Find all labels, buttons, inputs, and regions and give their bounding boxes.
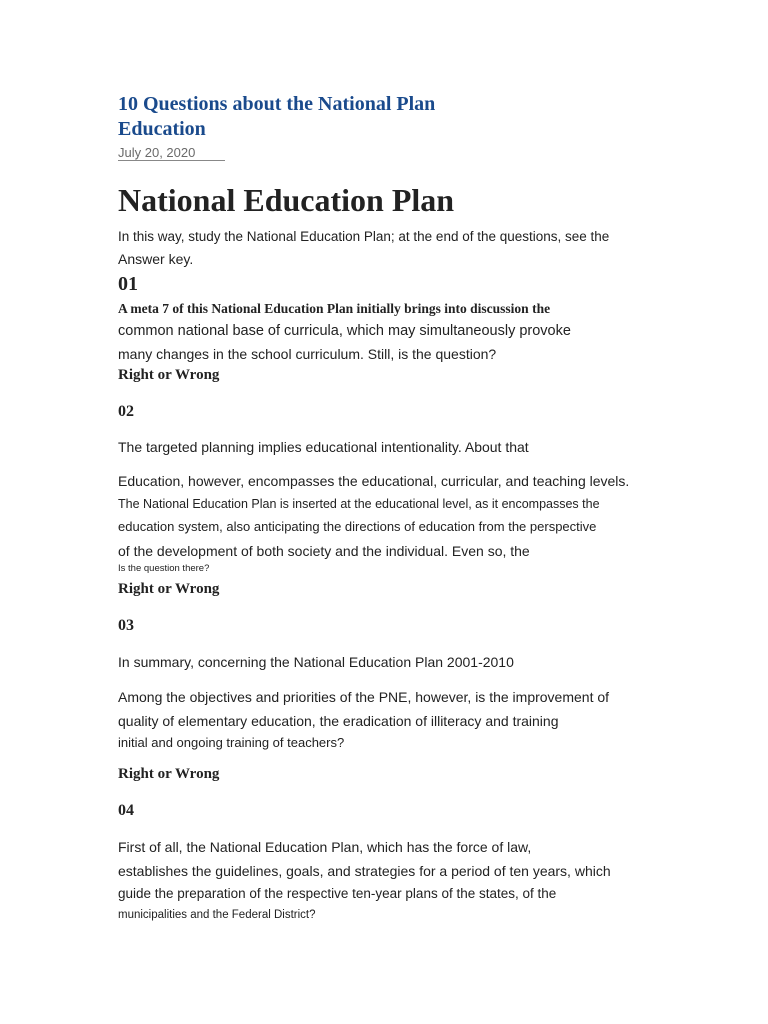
question-number: 01 <box>118 273 138 295</box>
question-03 <box>118 616 658 783</box>
publish-date[interactable]: July 20, 2020 <box>118 146 225 161</box>
question-text-line: Is the question there? <box>118 563 210 574</box>
article <box>118 92 658 923</box>
question-text-line: A meta 7 of this National Education Plan initially brings into discussion the <box>118 301 551 316</box>
question-text-line: common national base of curricula, which may simultaneously provoke <box>118 323 571 339</box>
answer-options: Right or Wrong <box>118 367 220 383</box>
question-text-line: guide the preparation of the respective ten-year plans of the states, of the <box>118 886 557 901</box>
question-number: 03 <box>118 617 134 634</box>
question-text-line: quality of elementary education, the eradication of illiteracy and training <box>118 713 559 729</box>
question-text-line: Among the objectives and priorities of the PNE, however, is the improvement of <box>118 689 610 705</box>
question-text-line: Education, however, encompasses the educational, curricular, and teaching levels. <box>118 473 630 489</box>
question-text-line: education system, also anticipating the directions of education from the perspective <box>118 519 597 534</box>
question-text-line: establishes the guidelines, goals, and strategies for a period of ten years, which <box>118 863 611 879</box>
question-text-line: In summary, concerning the National Education Plan 2001-2010 <box>118 654 514 670</box>
question-text-line: The National Education Plan is inserted at the educational level, as it encompasses the <box>118 497 600 511</box>
intro-line-2: Answer key. <box>118 251 194 267</box>
question-04 <box>118 801 658 923</box>
question-text-line: The targeted planning implies educational intentionality. About that <box>118 439 529 455</box>
question-number: 04 <box>118 802 134 819</box>
answer-options: Right or Wrong <box>118 766 220 782</box>
answer-options: Right or Wrong <box>118 581 220 597</box>
page-heading: National Education Plan <box>118 182 455 218</box>
article-title-link[interactable]: 10 Questions about the National Plan Education <box>118 93 436 140</box>
question-text-line: of the development of both society and the individual. Even so, the <box>118 543 530 559</box>
question-text-line: municipalities and the Federal District? <box>118 909 316 921</box>
intro-line-1: In this way, study the National Education Plan; at the end of the questions, see the <box>118 229 610 244</box>
question-text-line: many changes in the school curriculum. Still, is the question? <box>118 346 497 362</box>
question-02 <box>118 402 658 598</box>
question-text-line: initial and ongoing training of teachers? <box>118 735 345 750</box>
question-01 <box>118 272 658 384</box>
question-text-line: First of all, the National Education Plan, which has the force of law, <box>118 839 532 855</box>
question-number: 02 <box>118 403 134 420</box>
